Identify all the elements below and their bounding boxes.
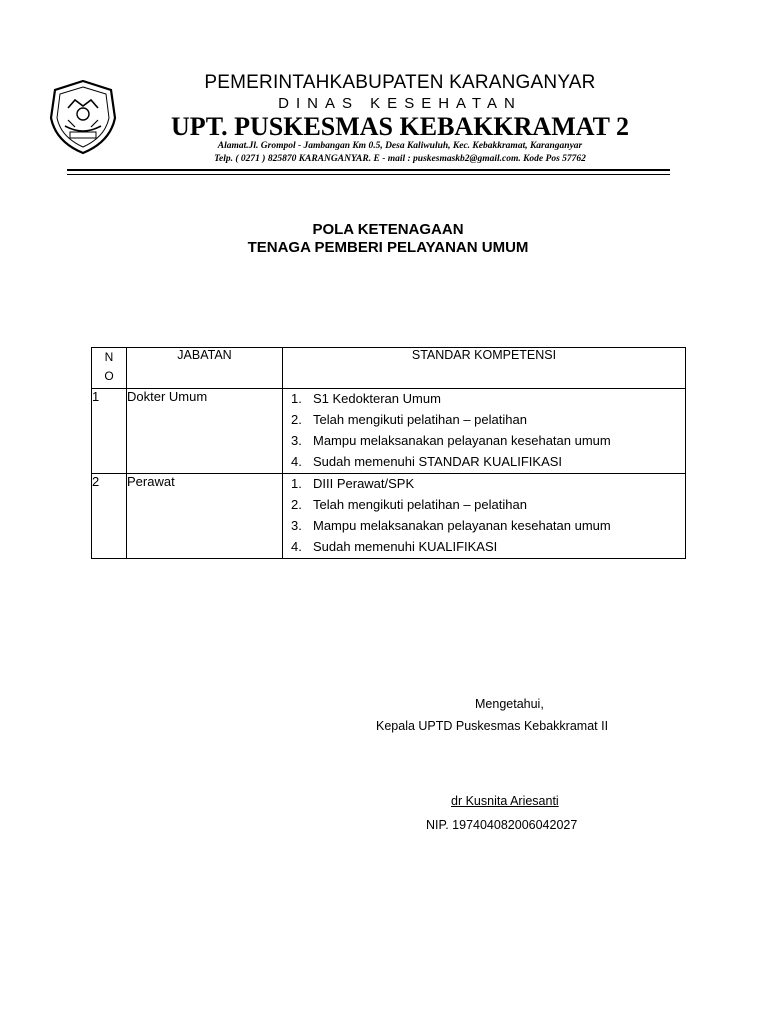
table-header-row [92, 348, 686, 389]
column-header-position: JABATAN [127, 348, 283, 389]
regency-crest-icon [48, 78, 118, 156]
list-item-text: Sudah memenuhi STANDAR KUALIFIKASI [313, 454, 563, 469]
list-item-number: 4. [291, 539, 302, 554]
header-contact: Telp. ( 0271 ) 825870 KARANGANYAR. E - mail : puskesmaskb2@gmail.com. Kode Pos 57762 [214, 154, 586, 164]
document-title: POLA KETENAGAAN [312, 221, 464, 238]
list-item-number: 2. [291, 412, 302, 427]
table-row [92, 389, 686, 474]
row-number: 2 [92, 474, 127, 559]
list-item-text: Telah mengikuti pelatihan – pelatihan [313, 412, 527, 427]
list-item-number: 4. [291, 454, 302, 469]
row-number: 1 [92, 389, 127, 474]
signature-acknowledged: Mengetahui, [475, 697, 544, 711]
row-competency [283, 474, 686, 559]
column-header-competency: STANDAR KOMPETENSI [283, 348, 686, 389]
list-item [291, 431, 685, 452]
table-row [92, 474, 686, 559]
list-item [291, 495, 685, 516]
list-item [291, 410, 685, 431]
header-address: Alamat.Jl. Grompol - Jambangan Km 0.5, Desa Kaliwuluh, Kec. Kebakkramat, Karanganyar [217, 141, 583, 151]
row-position: Perawat [127, 474, 283, 559]
list-item-text: Sudah memenuhi KUALIFIKASI [313, 539, 498, 554]
list-item [291, 452, 685, 473]
signature-name: dr Kusnita Ariesanti [451, 794, 559, 808]
list-item [291, 474, 685, 495]
signature-nip: NIP. 197404082006042027 [426, 818, 578, 832]
list-item-number: 3. [291, 433, 302, 448]
row-position: Dokter Umum [127, 389, 283, 474]
list-item [291, 516, 685, 537]
list-item-text: DIII Perawat/SPK [313, 476, 415, 491]
list-item-number: 1. [291, 476, 302, 491]
column-header-no [92, 348, 127, 389]
list-item-number: 2. [291, 497, 302, 512]
header-institution: UPT. PUSKESMAS KEBAKKRAMAT 2 [171, 112, 629, 141]
header-divider-thin [67, 174, 670, 175]
column-header-no-line1: N [104, 350, 114, 364]
list-item-text: Telah mengikuti pelatihan – pelatihan [313, 497, 527, 512]
competency-list [283, 389, 685, 473]
list-item-number: 1. [291, 391, 302, 406]
competency-list [283, 474, 685, 558]
list-item-text: S1 Kedokteran Umum [313, 391, 441, 406]
list-item [291, 389, 685, 410]
header-department: DINAS KESEHATAN [278, 95, 522, 112]
header-divider-thick [67, 169, 670, 171]
list-item-text: Mampu melaksanakan pelayanan kesehatan umum [313, 433, 611, 448]
document-subtitle: TENAGA PEMBERI PELAYANAN UMUM [247, 239, 529, 256]
list-item [291, 537, 685, 558]
list-item-number: 3. [291, 518, 302, 533]
signature-role: Kepala UPTD Puskesmas Kebakkramat II [376, 719, 609, 733]
competency-table [91, 347, 686, 559]
row-competency [283, 389, 686, 474]
header-government: PEMERINTAHKABUPATEN KARANGANYAR [204, 72, 596, 93]
column-header-no-line2: O [104, 369, 114, 383]
list-item-text: Mampu melaksanakan pelayanan kesehatan umum [313, 518, 611, 533]
